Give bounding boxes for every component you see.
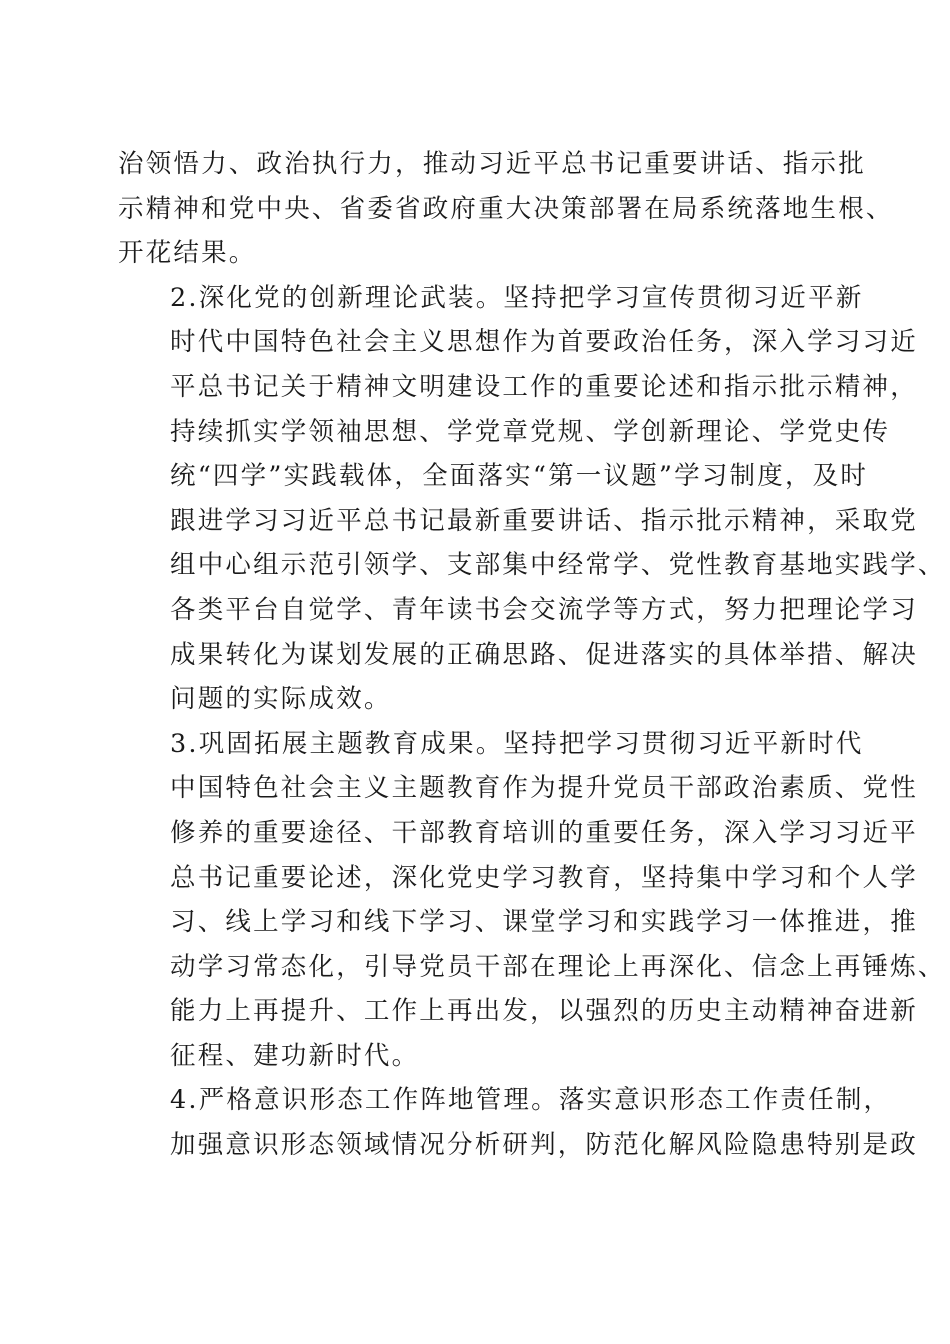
text-line: 统“四学”实践载体，全面落实“第一议题”学习制度，及时 xyxy=(170,461,869,492)
paragraph-item-4 xyxy=(118,1078,918,1167)
text-line: 修养的重要途径、干部教育培训的重要任务，深入学习习近平 xyxy=(170,817,918,848)
text-line: 时代中国特色社会主义思想作为首要政治任务，深入学习习近 xyxy=(170,327,918,358)
text-line: 成果转化为谋划发展的正确思路、促进落实的具体举措、解决 xyxy=(170,639,918,670)
text-line: 组中心组示范引领学、支部集中经常学、党性教育基地实践学、 xyxy=(170,550,946,581)
text-line: 问题的实际成效。 xyxy=(170,684,392,715)
text-line: 3.巩固拓展主题教育成果。坚持把学习贯彻习近平新时代 xyxy=(170,728,864,759)
text-line: 开花结果。 xyxy=(118,238,257,269)
document-body xyxy=(118,142,946,1168)
text-line: 示精神和党中央、省委省政府重大决策部署在局系统落地生根、 xyxy=(118,193,894,224)
paragraph-continuation xyxy=(118,142,894,276)
text-line: 4.严格意识形态工作阵地管理。落实意识形态工作责任制， xyxy=(170,1085,892,1116)
text-line: 能力上再提升、工作上再出发，以强烈的历史主动精神奋进新 xyxy=(170,996,918,1027)
text-line: 动学习常态化，引导党员干部在理论上再深化、信念上再锤炼、 xyxy=(170,951,946,982)
text-line: 平总书记关于精神文明建设工作的重要论述和指示批示精神， xyxy=(170,371,918,402)
text-line: 各类平台自觉学、青年读书会交流学等方式，努力把理论学习 xyxy=(170,594,918,625)
text-line: 中国特色社会主义主题教育作为提升党员干部政治素质、党性 xyxy=(170,773,918,804)
text-line: 跟进学习习近平总书记最新重要讲话、指示批示精神，采取党 xyxy=(170,505,918,536)
paragraph-item-3 xyxy=(118,722,946,1079)
text-line: 征程、建功新时代。 xyxy=(170,1040,420,1071)
text-line: 治领悟力、政治执行力，推动习近平总书记重要讲话、指示批 xyxy=(118,149,866,179)
text-line: 2.深化党的创新理论武装。坚持把学习宣传贯彻习近平新 xyxy=(170,282,864,313)
text-line: 加强意识形态领域情况分析研判，防范化解风险隐患特别是政 xyxy=(170,1130,918,1161)
text-line: 习、线上学习和线下学习、课堂学习和实践学习一体推进，推 xyxy=(170,907,918,938)
text-line: 持续抓实学领袖思想、学党章党规、学创新理论、学党史传 xyxy=(170,416,891,447)
paragraph-item-2 xyxy=(118,276,946,722)
text-line: 总书记重要论述，深化党史学习教育，坚持集中学习和个人学 xyxy=(170,862,918,893)
